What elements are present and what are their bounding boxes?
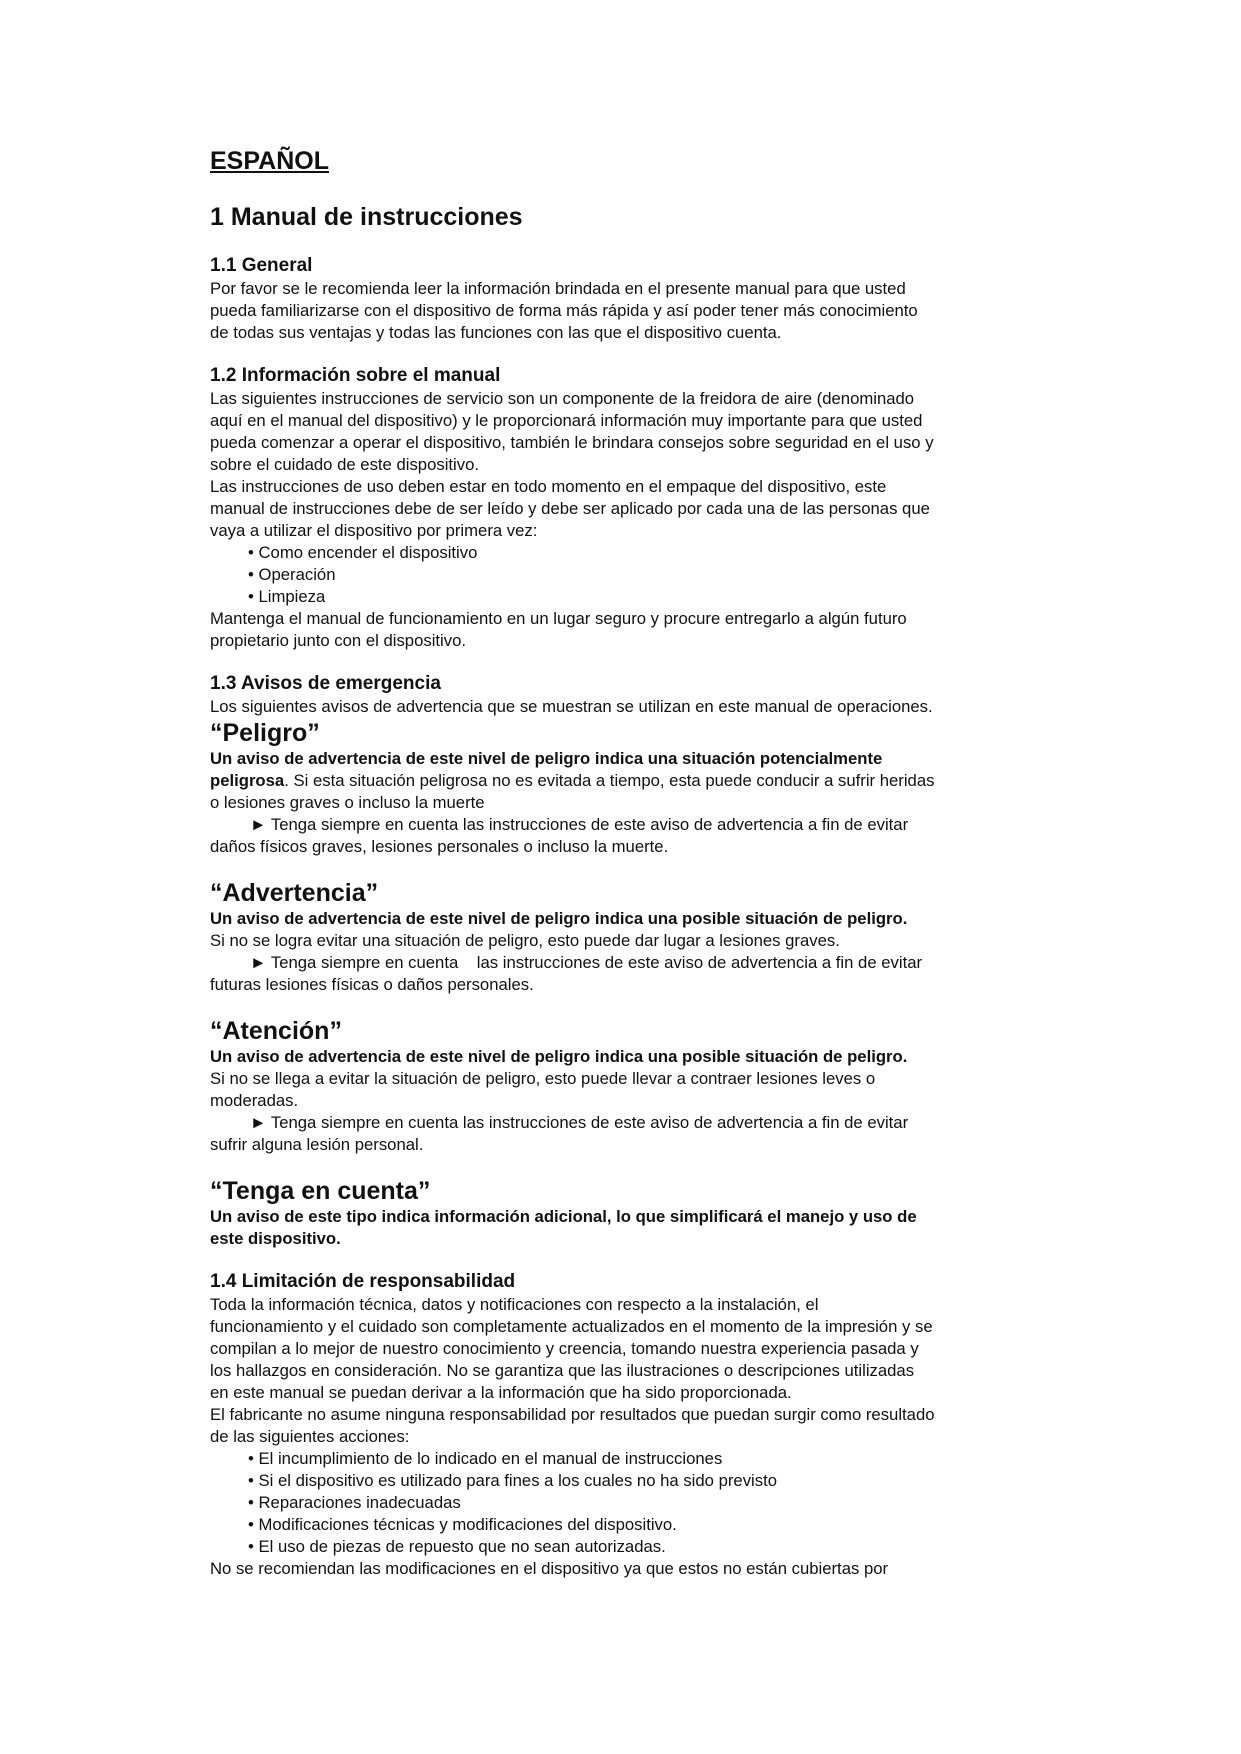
warning-title-peligro: “Peligro” <box>210 719 320 747</box>
paragraph-line: sufrir alguna lesión personal. <box>210 1135 424 1154</box>
paragraph-line: Si no se logra evitar una situación de peligro, esto puede dar lugar a lesiones graves. <box>210 931 840 950</box>
paragraph-line <box>210 770 1080 792</box>
section-1-4-heading: 1.4 Limitación de responsabilidad <box>210 1271 516 1292</box>
paragraph-line: o lesiones graves o incluso la muerte <box>210 793 485 812</box>
paragraph-line: manual de instrucciones debe de ser leído y debe ser aplicado por cada una de las personas que <box>210 499 930 518</box>
list-item: • Como encender el dispositivo <box>248 542 1080 564</box>
list-item: • Si el dispositivo es utilizado para fines a los cuales no ha sido previsto <box>248 1470 1080 1492</box>
paragraph-line: aquí en el manual del dispositivo) y le proporcionará información muy importante para que usted <box>210 411 923 430</box>
warning-title-advertencia: “Advertencia” <box>210 879 379 907</box>
line-rest: . Si esta situación peligrosa no es evitada a tiempo, esta puede conducir a sufrir heridas <box>284 771 935 790</box>
paragraph-line: en este manual se puedan derivar a la información que ha sido proporcionada. <box>210 1383 792 1402</box>
paragraph-line: Los siguientes avisos de advertencia que se muestran se utilizan en este manual de operaciones. <box>210 697 933 716</box>
manual-title: 1 Manual de instrucciones <box>210 203 523 231</box>
paragraph-line: sobre el cuidado de este dispositivo. <box>210 455 480 474</box>
warning-definition: Un aviso de advertencia de este nivel de peligro indica una situación potencialmente <box>210 749 883 768</box>
paragraph-line: de las siguientes acciones: <box>210 1427 410 1446</box>
list-item: • Reparaciones inadecuadas <box>248 1492 1080 1514</box>
paragraph-line: Toda la información técnica, datos y notificaciones con respecto a la instalación, el <box>210 1295 819 1314</box>
paragraph-line: propietario junto con el dispositivo. <box>210 631 467 650</box>
arrow-instruction: ► Tenga siempre en cuenta las instrucciones de este aviso de advertencia a fin de evitar <box>250 1113 909 1132</box>
document-page <box>210 146 1080 1580</box>
paragraph-line: Las instrucciones de uso deben estar en todo momento en el empaque del dispositivo, este <box>210 477 887 496</box>
paragraph-line: No se recomiendan las modificaciones en el dispositivo ya que estos no están cubiertas por <box>210 1559 889 1578</box>
warning-definition: Un aviso de advertencia de este nivel de peligro indica una posible situación de peligro. <box>210 1047 908 1066</box>
section-1-1-heading: 1.1 General <box>210 255 313 276</box>
paragraph-line: compilan a lo mejor de nuestro conocimiento y creencia, tomando nuestra experiencia pasada y <box>210 1339 919 1358</box>
arrow-instruction: ► Tenga siempre en cuenta las instrucciones de este aviso de advertencia a fin de evitar <box>250 815 909 834</box>
liability-bullet-list <box>210 1448 1080 1558</box>
warning-title-tenga-en-cuenta: “Tenga en cuenta” <box>210 1177 431 1205</box>
paragraph-line: vaya a utilizar el dispositivo por primera vez: <box>210 521 538 540</box>
warning-title-atencion: “Atención” <box>210 1017 342 1045</box>
paragraph-line: Las siguientes instrucciones de servicio son un componente de la freidora de aire (denominado <box>210 389 915 408</box>
bold-term: peligrosa <box>210 771 285 790</box>
paragraph-line: de todas sus ventajas y todas las funciones con las que el dispositivo cuenta. <box>210 323 782 342</box>
paragraph-line: pueda familiarizarse con el dispositivo de forma más rápida y así poder tener más conocimiento <box>210 301 918 320</box>
usage-bullet-list <box>210 542 1080 608</box>
warning-definition: este dispositivo. <box>210 1229 341 1248</box>
paragraph-line: futuras lesiones físicas o daños personales. <box>210 975 534 994</box>
paragraph-line: El fabricante no asume ninguna responsabilidad por resultados que puedan surgir como resultado <box>210 1405 935 1424</box>
list-item: • El uso de piezas de repuesto que no sean autorizadas. <box>248 1536 1080 1558</box>
list-item: • Limpieza <box>248 586 1080 608</box>
paragraph-line: Si no se llega a evitar la situación de peligro, esto puede llevar a contraer lesiones leves o <box>210 1069 876 1088</box>
list-item: • El incumplimiento de lo indicado en el manual de instrucciones <box>248 1448 1080 1470</box>
paragraph-line: Por favor se le recomienda leer la información brindada en el presente manual para que usted <box>210 279 906 298</box>
arrow-instruction: ► Tenga siempre en cuenta las instrucciones de este aviso de advertencia a fin de evitar <box>250 953 923 972</box>
list-item: • Modificaciones técnicas y modificaciones del dispositivo. <box>248 1514 1080 1536</box>
warning-definition: Un aviso de este tipo indica información adicional, lo que simplificará el manejo y uso de <box>210 1207 917 1226</box>
paragraph-line: los hallazgos en consideración. No se garantiza que las ilustraciones o descripciones utilizadas <box>210 1361 915 1380</box>
section-1-2-heading: 1.2 Información sobre el manual <box>210 365 501 386</box>
paragraph-line: pueda comenzar a operar el dispositivo, también le brindara consejos sobre seguridad en el uso y <box>210 433 934 452</box>
list-item: • Operación <box>248 564 1080 586</box>
paragraph-line: daños físicos graves, lesiones personales o incluso la muerte. <box>210 837 669 856</box>
language-heading: ESPAÑOL <box>210 147 329 175</box>
paragraph-line: moderadas. <box>210 1091 299 1110</box>
paragraph-line: Mantenga el manual de funcionamiento en un lugar seguro y procure entregarlo a algún futuro <box>210 609 907 628</box>
paragraph-line: funcionamiento y el cuidado son completamente actualizados en el momento de la impresión y se <box>210 1317 933 1336</box>
warning-definition: Un aviso de advertencia de este nivel de peligro indica una posible situación de peligro. <box>210 909 908 928</box>
section-1-3-heading: 1.3 Avisos de emergencia <box>210 673 441 694</box>
